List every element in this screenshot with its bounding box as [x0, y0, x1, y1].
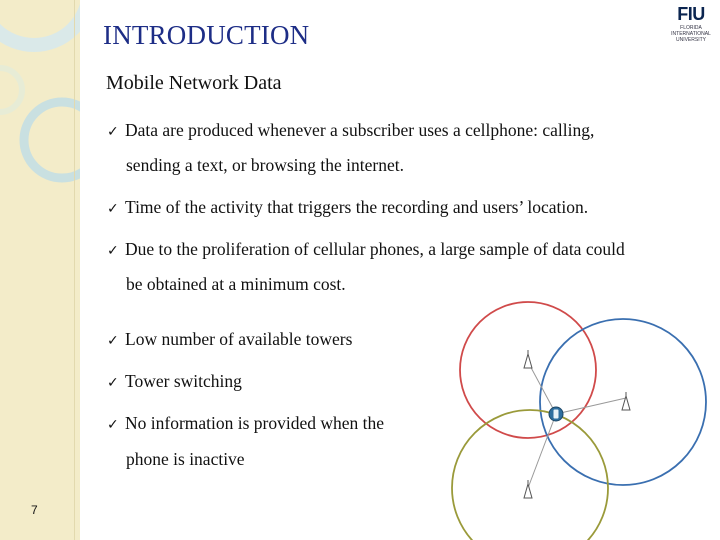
checkmark-icon: ✓ — [107, 333, 119, 349]
connection-line — [556, 398, 626, 414]
checkmark-icon: ✓ — [107, 243, 119, 259]
bullet-text: Low number of available towers — [125, 329, 353, 349]
bullet-text: Tower switching — [125, 371, 242, 391]
cell-tower-icon — [524, 480, 532, 498]
bullet-continuation: be obtained at a minimum cost. — [126, 274, 346, 294]
connection-line — [528, 362, 556, 414]
logo-sub-3: UNIVERSITY — [675, 37, 706, 43]
logo-text: FIU — [677, 4, 705, 24]
bullet-item — [107, 197, 588, 219]
checkmark-icon: ✓ — [107, 124, 119, 140]
bullet-continuation: phone is inactive — [126, 449, 245, 469]
bullet-item — [107, 239, 625, 261]
section-subtitle: Mobile Network Data — [106, 72, 282, 94]
cell-tower-triangulation-diagram — [440, 290, 720, 540]
bullet-item — [107, 413, 384, 435]
slide-title: INTRODUCTION — [103, 20, 310, 50]
checkmark-icon: ✓ — [107, 417, 119, 433]
cell-tower-icon — [524, 350, 532, 368]
bullet-item — [107, 329, 352, 351]
page-number: 7 — [31, 503, 38, 517]
sidebar-circles-decoration — [0, 0, 80, 540]
decorative-sidebar — [0, 0, 80, 540]
cell-tower-icon — [622, 392, 630, 410]
bullet-text: Due to the proliferation of cellular phones, a large sample of data could — [125, 239, 625, 259]
checkmark-icon: ✓ — [107, 375, 119, 391]
bullet-continuation: sending a text, or browsing the internet. — [126, 155, 404, 175]
sidebar-divider — [74, 0, 75, 540]
bullet-text: Data are produced whenever a subscriber uses a cellphone: calling, — [125, 120, 595, 140]
tower-coverage-circle-red — [460, 302, 596, 438]
phone-location-icon — [549, 407, 563, 421]
bullet-item — [107, 120, 594, 142]
logo-sub-1: FLORIDA — [680, 25, 702, 31]
tower-coverage-circle-blue — [540, 319, 706, 485]
bullet-text: No information is provided when the — [125, 413, 385, 433]
connection-line — [528, 414, 556, 488]
bullet-text: Time of the activity that triggers the recording and users’ location. — [125, 197, 589, 217]
checkmark-icon: ✓ — [107, 201, 119, 217]
fiu-logo — [664, 4, 718, 48]
logo-sub-2: INTERNATIONAL — [671, 31, 711, 37]
bullet-item — [107, 371, 242, 393]
